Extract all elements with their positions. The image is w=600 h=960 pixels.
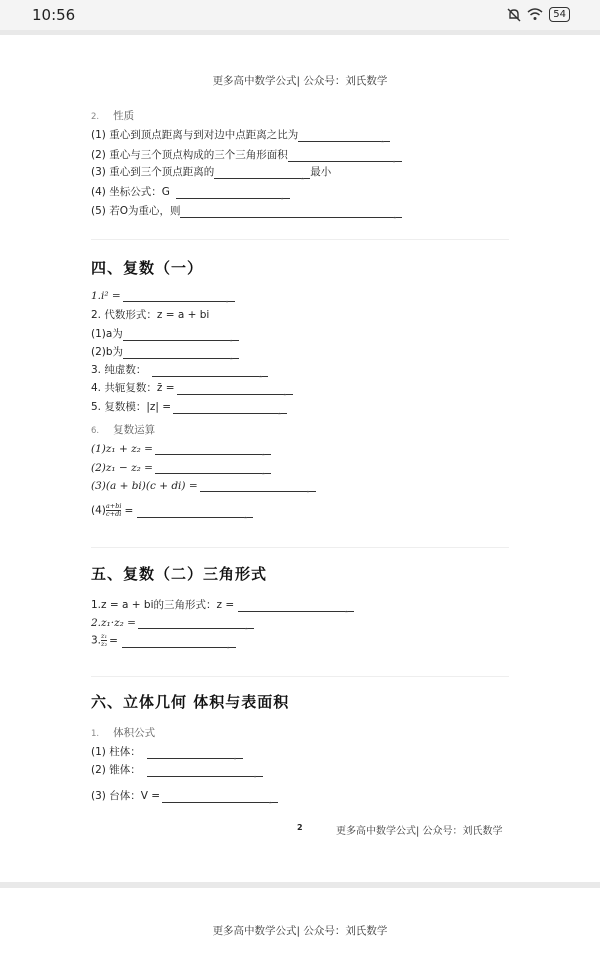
s4-item-5: 3. 纯虚数：。 <box>91 362 268 377</box>
s4-ops-heading: 6. 复数运算 <box>91 424 156 436</box>
fill-blank[interactable] <box>238 600 354 612</box>
fill-blank[interactable] <box>138 617 254 629</box>
fill-blank[interactable] <box>214 167 310 179</box>
page-footer: 更多高中数学公式| 公众号：刘氏数学 <box>336 826 503 837</box>
page-header: 更多高中数学公式| 公众号：刘氏数学 <box>212 925 388 937</box>
fill-blank[interactable] <box>147 765 263 777</box>
fill-blank[interactable] <box>152 365 268 377</box>
section-6-title: 六、立体几何 体积与表面积 <box>91 693 290 711</box>
s5-item-1: 1.z = a + bi的三角形式：z =。 <box>91 597 354 612</box>
page-number: 2 <box>297 823 303 832</box>
fill-blank[interactable] <box>162 791 278 803</box>
section-4-title: 四、复数（一） <box>91 259 204 277</box>
property-2: (2) 重心与三个顶点构成的三个三角形面积。 <box>91 147 402 162</box>
s4-item-2: 2. 代数形式：z = a + bi <box>91 309 210 321</box>
fill-blank[interactable] <box>176 187 290 199</box>
battery-level: 54 <box>549 7 570 22</box>
properties-heading: 2. 性质 <box>91 110 135 122</box>
fill-blank[interactable] <box>155 443 271 455</box>
s6-item-3: (3) 台体：V =。 <box>91 788 278 803</box>
s6-item-1: (1) 柱体：。 <box>91 744 243 759</box>
property-1: (1) 重心到顶点距离与到对边中点距离之比为。 <box>91 127 390 142</box>
fill-blank[interactable] <box>123 329 239 341</box>
s4-item-4: (2)b为。 <box>91 344 239 359</box>
s4-item-7: 5. 复数模：|z| =。 <box>91 399 287 414</box>
s4-item-1: 1.i² =。 <box>91 290 235 302</box>
s5-item-3: 3. $\frac{\text{z₁}}{\text{z₂}}$ =。 <box>91 633 236 648</box>
property-5: (5) 若O为重心，则。 <box>91 203 402 218</box>
s4-op-4: (4) $\frac{a+bi}{c+di}$ =。 <box>91 503 253 518</box>
fill-blank[interactable] <box>155 462 271 474</box>
fill-blank[interactable] <box>288 150 402 162</box>
s4-op-3: (3)(a + bi)(c + di) =。 <box>91 480 316 492</box>
fill-blank[interactable] <box>173 402 287 414</box>
fill-blank[interactable] <box>298 130 390 142</box>
document-page-3 <box>0 888 600 960</box>
s4-op-1: (1)z₁ + z₂ =。 <box>91 443 271 455</box>
s6-volume-heading: 1. 体积公式 <box>91 727 156 739</box>
fill-blank[interactable] <box>147 747 243 759</box>
fraction: $\frac{\text{z₁}}{\text{z₂}}$ <box>101 632 108 648</box>
wifi-icon <box>527 8 543 21</box>
status-bar <box>0 0 600 30</box>
page-header: 更多高中数学公式| 公众号：刘氏数学 <box>212 75 388 87</box>
mute-bell-icon <box>507 8 521 22</box>
fill-blank[interactable] <box>180 206 402 218</box>
fraction: $\frac{a+bi}{c+di}$ <box>105 502 122 518</box>
fill-blank[interactable] <box>123 347 239 359</box>
fill-blank[interactable] <box>137 506 253 518</box>
s4-item-3: (1)a为。 <box>91 326 239 341</box>
s4-op-2: (2)z₁ − z₂ =。 <box>91 462 271 474</box>
status-time: 10:56 <box>32 6 76 24</box>
property-4: (4) 坐标公式：G。 <box>91 184 290 199</box>
property-3: (3) 重心到三个顶点距离的。 最小 <box>91 164 331 179</box>
s5-item-2: 2.z₁·z₂ =。 <box>91 617 254 629</box>
section-5-title: 五、复数（二）三角形式 <box>91 565 268 583</box>
status-icons <box>507 7 570 22</box>
fill-blank[interactable] <box>177 383 293 395</box>
divider <box>91 547 509 548</box>
divider <box>91 239 509 240</box>
s4-item-6: 4. 共轭复数：z̄ =。 <box>91 380 293 395</box>
divider <box>91 676 509 677</box>
fill-blank[interactable] <box>200 480 316 492</box>
fill-blank[interactable] <box>122 636 236 648</box>
document-page-2 <box>0 35 600 882</box>
s6-item-2: (2) 锥体：。 <box>91 762 263 777</box>
fill-blank[interactable] <box>123 290 235 302</box>
